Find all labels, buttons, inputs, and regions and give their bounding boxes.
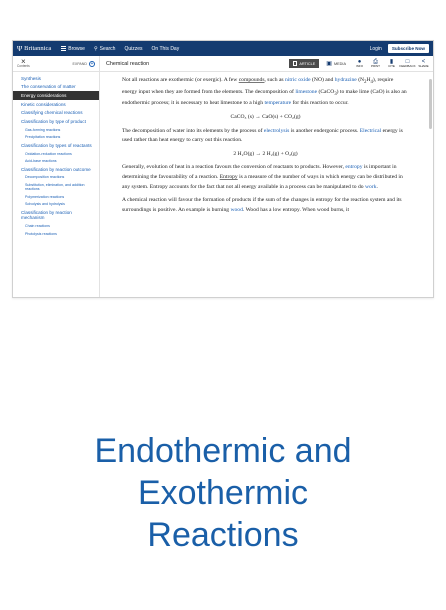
- toc-item[interactable]: Gas-forming reactions: [25, 127, 61, 132]
- equation-water: 2 H₂O(g) → 2 H₂(g) + O₂(g): [233, 150, 298, 157]
- feedback-label: FEEDBACK: [399, 64, 416, 69]
- thistle-icon: Ψ: [17, 44, 23, 53]
- text: for this reaction to occur.: [291, 100, 349, 107]
- text: ), require energy input when they are formed from the elements. The decomposition of: [122, 77, 394, 95]
- toc-item[interactable]: Photolysis reactions: [25, 231, 57, 236]
- text: (N: [356, 77, 365, 83]
- paragraph-products: [122, 196, 409, 215]
- toc-item[interactable]: Kinetic considerations: [21, 101, 66, 107]
- caption-line-2: Exothermic: [137, 474, 309, 512]
- close-contents-button[interactable]: [17, 58, 30, 68]
- article-toolbar: [289, 58, 433, 69]
- compounds-link[interactable]: compounds: [238, 77, 265, 83]
- text: The decomposition of water into its elements by the process of: [122, 127, 264, 134]
- close-icon: ×: [21, 57, 26, 67]
- menu-icon: [61, 46, 66, 50]
- login-link[interactable]: [370, 46, 382, 52]
- text: Generally, evolution of heat in a reaction favours the conversion of reactants to products. However,: [122, 164, 346, 171]
- share-button[interactable]: [417, 59, 430, 69]
- article-title: Chemical reaction: [106, 60, 150, 67]
- quizzes-link[interactable]: [124, 46, 142, 52]
- toc-item[interactable]: Classification by type of product: [21, 119, 86, 125]
- browser-screenshot: [12, 40, 434, 298]
- toc-item[interactable]: Precipitation reactions: [25, 135, 61, 140]
- wood-link[interactable]: wood: [230, 206, 243, 213]
- text: energy is used rather than heat energy to carry out this reaction.: [122, 127, 403, 144]
- text: ) to make lime (CaO) is also an endothermic process; it is necessary to heat limestone to a high: [122, 88, 407, 107]
- toc-item[interactable]: Oxidation-reduction reactions: [25, 151, 72, 156]
- paragraph-entropy: [122, 163, 409, 192]
- plus-icon: +: [90, 60, 94, 67]
- top-navigation-bar: [13, 41, 433, 56]
- entropy-link[interactable]: entropy: [345, 164, 363, 171]
- login-label: Login: [369, 45, 382, 52]
- paragraph-endothermic: [122, 76, 409, 109]
- caption-line-1: Endothermic and: [94, 432, 352, 470]
- toc-item[interactable]: Solvolysis and hydrolysis: [25, 202, 65, 207]
- work-link[interactable]: work: [365, 183, 377, 190]
- toc-item[interactable]: Energy considerations: [13, 91, 99, 100]
- toc-item[interactable]: Chain reactions: [25, 224, 50, 229]
- toc-item[interactable]: Synthesis: [21, 75, 41, 81]
- brand-name: Britannica: [24, 45, 52, 52]
- text: (CaCO: [317, 88, 335, 95]
- on-this-day-label: On This Day: [151, 45, 180, 52]
- entropy-term[interactable]: Entropy: [219, 173, 238, 180]
- on-this-day-link[interactable]: [152, 46, 180, 52]
- search-label: Search: [99, 45, 116, 52]
- text: is another endergonic process.: [289, 127, 360, 134]
- feedback-icon: □: [405, 58, 410, 65]
- toc-item[interactable]: Substitution, elimination, and addition reactions: [25, 182, 85, 192]
- limestone-link[interactable]: limestone: [295, 88, 318, 95]
- contents-header: [13, 56, 100, 71]
- browse-button[interactable]: [61, 46, 85, 52]
- paragraph-electrolysis: [122, 127, 409, 146]
- text: A chemical reaction will favour the formation of products if the sum of the changes in entropy for the reaction system and its surroundings is positive. An example is burning: [122, 197, 402, 213]
- equation-limestone: CaCO₃ (s) → CaO(s) + CO₂(g): [230, 114, 301, 120]
- toc-item[interactable]: The conservation of matter: [21, 84, 76, 90]
- article-content: [100, 72, 433, 298]
- expand-button[interactable]: [72, 61, 95, 67]
- share-label: SHARE: [418, 64, 429, 69]
- media-icon: ▣: [326, 61, 332, 67]
- print-label: PRINT: [371, 64, 380, 69]
- toc-item[interactable]: Decomposition reactions: [25, 175, 65, 180]
- toc-item[interactable]: Classification by reaction outcome: [21, 166, 91, 172]
- toc-item[interactable]: Classification by reaction mechanism: [21, 209, 72, 221]
- hydrazine-link[interactable]: hydrazine: [334, 77, 357, 83]
- scrollbar[interactable]: [429, 73, 432, 293]
- quizzes-label: Quizzes: [124, 45, 143, 52]
- text: is important in determining the favourability of a reaction.: [122, 164, 397, 180]
- expand-label: EXPAND: [72, 61, 87, 66]
- britannica-logo[interactable]: [17, 45, 51, 53]
- toc-item[interactable]: Classification by types of reactants: [21, 142, 92, 148]
- subscribe-button[interactable]: [388, 44, 429, 53]
- info-button[interactable]: [353, 59, 366, 69]
- text: . Wood has a low entropy. When wood burns, it: [242, 206, 350, 213]
- toc-item[interactable]: Acid-base reactions: [25, 159, 57, 164]
- article-body: [13, 72, 433, 298]
- electrolysis-link[interactable]: electrolysis: [263, 127, 290, 134]
- bookmark-icon: ▮: [389, 58, 394, 65]
- text: H: [366, 77, 371, 83]
- text: , such as: [264, 77, 286, 83]
- electrical-link[interactable]: Electrical: [359, 127, 382, 134]
- search-icon: ⚲: [93, 45, 98, 52]
- cite-button[interactable]: [385, 59, 398, 69]
- article-mode-button[interactable]: [289, 59, 319, 68]
- feedback-button[interactable]: [401, 59, 414, 69]
- text: Not all reactions are exothermic (or exergic). A few: [122, 77, 239, 83]
- browse-label: Browse: [68, 45, 85, 52]
- search-button[interactable]: [94, 46, 116, 52]
- text: is a measure of the number of ways in which energy can be distributed in any system. Entropy accounts for the fact that not all energy available in a process can be manipulated to do: [122, 173, 403, 190]
- close-label: Contents: [17, 64, 30, 69]
- scrollbar-thumb[interactable]: [429, 79, 432, 129]
- table-of-contents: [13, 72, 100, 298]
- info-label: INFO: [355, 64, 364, 69]
- printer-icon: ⎙: [373, 58, 378, 65]
- text: (NO) and: [310, 77, 335, 83]
- document-icon: [293, 61, 297, 66]
- print-button[interactable]: [369, 59, 382, 69]
- media-mode-label: MEDIA: [333, 61, 346, 66]
- slide-caption: [0, 430, 446, 556]
- subscript: 2: [364, 80, 367, 86]
- media-mode-button[interactable]: [322, 58, 350, 69]
- caption-line-3: Reactions: [147, 516, 299, 554]
- subscript: 4: [370, 80, 373, 86]
- subscribe-label: Subscribe Now: [391, 46, 425, 51]
- article-mode-label: ARTICLE: [299, 61, 316, 66]
- text: .: [376, 183, 378, 190]
- nitric-oxide-link[interactable]: nitric oxide: [285, 77, 311, 83]
- temperature-link[interactable]: temperature: [264, 100, 292, 107]
- toc-item[interactable]: Classifying chemical reactions: [21, 110, 83, 116]
- subscript: 3: [334, 91, 337, 97]
- info-icon: ●: [357, 58, 362, 65]
- share-icon: <: [421, 58, 426, 65]
- article-header-bar: [13, 56, 433, 72]
- cite-label: CITE: [388, 64, 395, 69]
- toc-item[interactable]: Polymerization reactions: [25, 194, 65, 199]
